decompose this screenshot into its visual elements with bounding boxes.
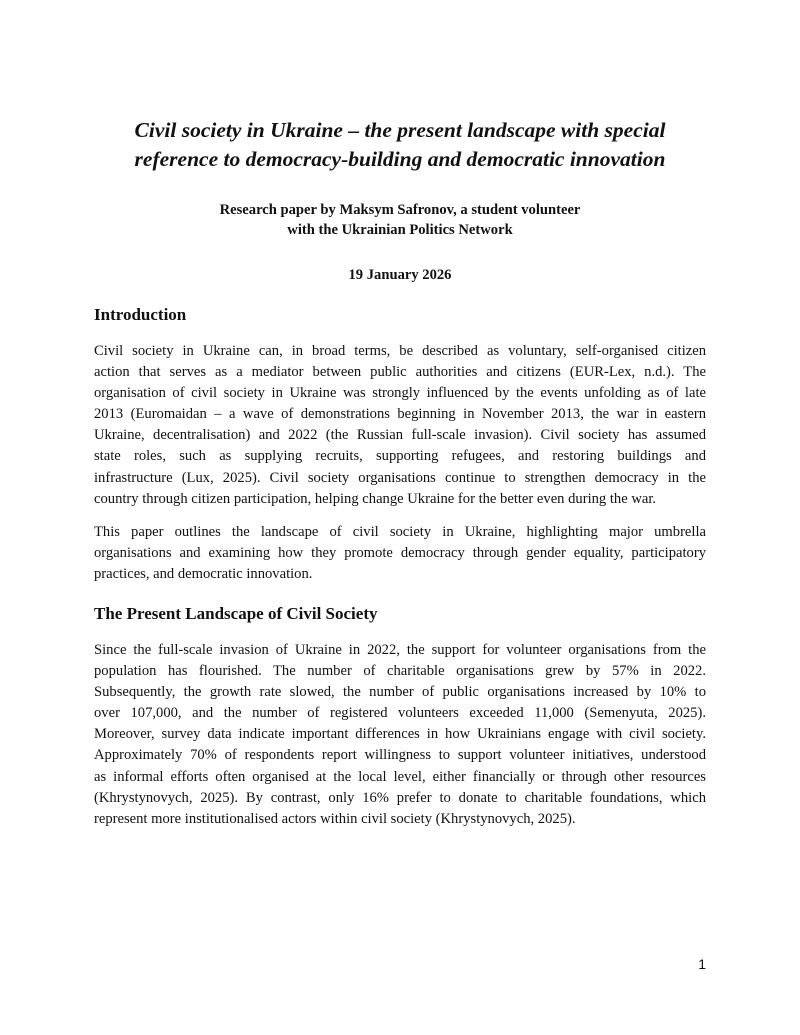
section-heading-introduction: Introduction [94, 305, 187, 324]
page-number: 1 [698, 956, 706, 972]
text-line: practices, and democratic innovation. [94, 566, 313, 583]
text-line: Civil society in Ukraine can, in broad terms, be described as voluntary, self-organised citizen [94, 343, 706, 359]
text-line: organisations and examining how they promote democracy through gender equality, participatory [94, 545, 706, 562]
text-line: Subsequently, the growth rate slowed, the number of public organisations increased by 10% to [94, 684, 706, 701]
text-line: organisation of civil society in Ukraine was strongly influenced by the events unfolding as of late [94, 385, 706, 402]
text-line: action that serves as a mediator between public authorities and citizens (EUR-Lex, n.d.). The [94, 364, 706, 381]
text-line: Moreover, survey data indicate important differences in how Ukrainians engage with civil society. [94, 726, 706, 743]
title-line: Civil society in Ukraine – the present landscape with special [134, 118, 666, 142]
text-line: population has flourished. The number of charitable organisations grew by 57% in 2022. [94, 663, 706, 680]
byline-line: with the Ukrainian Politics Network [287, 222, 513, 238]
document-title [60, 116, 740, 174]
text-line: Ukraine, decentralisation) and 2022 (the Russian full-scale invasion). Civil society has assumed [94, 427, 706, 444]
introduction-paragraph-1 [94, 341, 706, 510]
introduction-paragraph-2 [94, 522, 706, 585]
text-line: This paper outlines the landscape of civil society in Ukraine, highlighting major umbrella [94, 524, 706, 540]
text-line: over 107,000, and the number of registered volunteers exceeded 11,000 (Semenyuta, 2025). [94, 705, 706, 722]
text-line: country through citizen participation, helping change Ukraine for the better even during the war. [94, 490, 657, 507]
section-heading-present-landscape: The Present Landscape of Civil Society [94, 604, 378, 623]
text-line: (Khrystynovych, 2025). By contrast, only 16% prefer to donate to charitable foundations, which [94, 789, 706, 806]
text-line: infrastructure (Lux, 2025). Civil society organisations continue to strengthen democracy in the [94, 469, 706, 486]
byline-line: Research paper by Maksym Safronov, a student volunteer [219, 202, 581, 218]
author-byline [60, 200, 740, 240]
text-line: Since the full-scale invasion of Ukraine in 2022, the support for volunteer organisations from the [94, 642, 706, 658]
document-date: 19 January 2026 [348, 267, 452, 283]
text-line: Approximately 70% of respondents report willingness to support volunteer initiatives, understood [94, 747, 706, 764]
title-line: reference to democracy-building and democratic innovation [134, 147, 666, 171]
present-landscape-paragraph-1 [94, 640, 706, 830]
text-line: represent more institutionalised actors within civil society (Khrystynovych, 2025). [94, 810, 576, 827]
text-line: 2013 (Euromaidan – a wave of demonstrations beginning in November 2013, the war in eastern [94, 406, 706, 423]
text-line: as informal efforts often organised at the local level, either financially or through other resources [94, 768, 706, 785]
text-line: state roles, such as supplying recruits, supporting refugees, and restoring buildings and [94, 448, 706, 465]
